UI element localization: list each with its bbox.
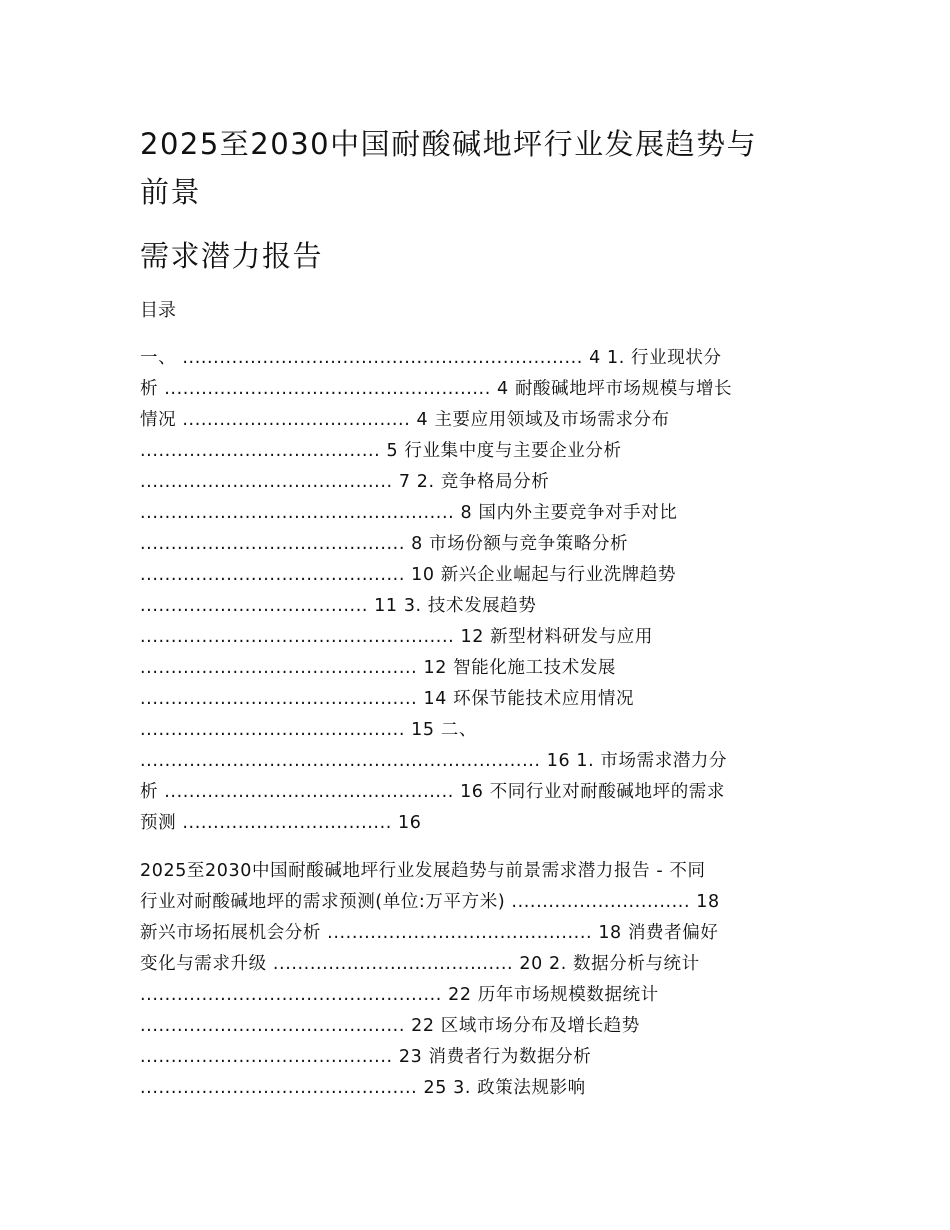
toc-line: ............................................. 12 智能化施工技术发展 [140,658,617,678]
title-line-2: 前景 [140,175,202,209]
toc-line: 行业对耐酸碱地坪的需求预测(单位:万平方米) ............................. 18 [140,892,720,912]
toc-line: 新兴市场拓展机会分析 ........................................... 18 消费者偏好 [140,923,719,943]
title-line-1: 2025至2030中国耐酸碱地坪行业发展趋势与 [140,127,758,161]
toc-line: ........................................... 15 二、 [140,720,477,740]
toc-line: 2025至2030中国耐酸碱地坪行业发展趋势与前景需求潜力报告 - 不同 [140,861,706,881]
toc-line: 析 ............................................... 16 不同行业对耐酸碱地坪的需求 [140,782,726,802]
toc-line: ................................................. 22 历年市场规模数据统计 [140,985,659,1005]
toc-line: ....................................... 5 行业集中度与主要企业分析 [140,441,622,461]
toc-line: ................................................... 12 新型材料研发与应用 [140,627,653,647]
toc-heading: 目录 [140,300,176,321]
toc-line: ......................................... 23 消费者行为数据分析 [140,1047,592,1067]
toc-line: ................................................................. 16 1. 市场需求潜力分 [140,751,728,771]
toc-line: ............................................. 14 环保节能技术应用情况 [140,689,635,709]
toc-line: 预测 .................................. 16 [140,813,422,833]
toc-line: ........................................... 8 市场份额与竞争策略分析 [140,534,629,554]
toc-line: ..................................... 11 3. 技术发展趋势 [140,596,537,616]
toc-line: 情况 ..................................... 4 主要应用领域及市场需求分布 [140,410,670,430]
title-line-3: 需求潜力报告 [140,239,324,273]
toc-line: ........................................... 22 区域市场分布及增长趋势 [140,1016,640,1036]
toc-line: ........................................... 10 新兴企业崛起与行业洗牌趋势 [140,565,677,585]
toc-line: ......................................... 7 2. 竞争格局分析 [140,472,550,492]
toc-line: 变化与需求升级 ....................................... 20 2. 数据分析与统计 [140,954,700,974]
toc-line: ................................................... 8 国内外主要竞争对手对比 [140,503,678,523]
toc-line: ............................................. 25 3. 政策法规影响 [140,1078,586,1098]
toc-line: 析 ..................................................... 4 耐酸碱地坪市场规模与增长 [140,379,733,399]
toc-line: 一、 ................................................................. 4 1. 行业现状分 [140,348,722,368]
